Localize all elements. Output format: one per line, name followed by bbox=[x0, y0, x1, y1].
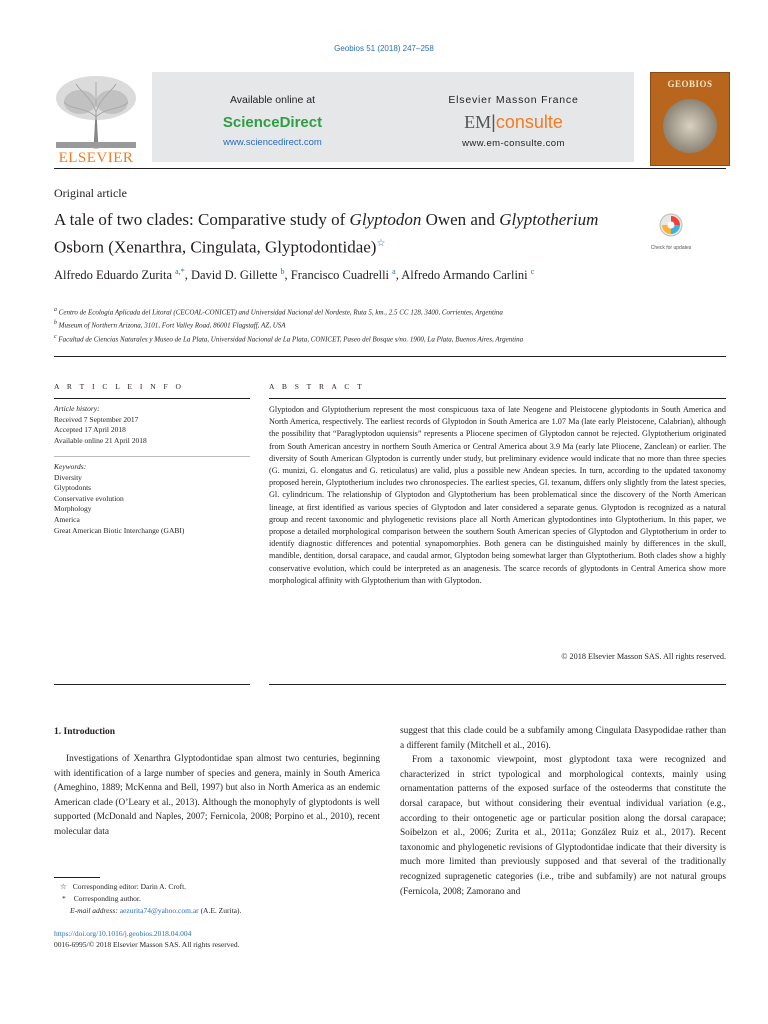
title-genus-glyptodon: Glyptodon bbox=[349, 210, 422, 229]
introduction-heading: 1. Introduction bbox=[54, 727, 116, 737]
issn-line: 0016-6995/© 2018 Elsevier Masson SAS. All rights reserved. bbox=[54, 940, 240, 949]
affiliations bbox=[54, 305, 726, 345]
keyword-item: Morphology bbox=[54, 504, 92, 514]
affiliation-a: $^a$ Centro de Ecología Aplicada del Litoral (CECOAL-CONICET) and Universidad Nacional del Nordeste, Ruta 5, km., 2.5 CC 128, 3400, Corrientes, Argentina bbox=[54, 307, 503, 317]
title-footnote-star[interactable]: ☆ bbox=[376, 238, 386, 249]
available-online-label: Available online at bbox=[229, 94, 316, 106]
article-type: Original article bbox=[54, 186, 127, 200]
keyword-item: Diversity bbox=[54, 472, 82, 482]
publisher-label: Elsevier Masson France bbox=[448, 94, 579, 106]
article-history bbox=[54, 404, 250, 446]
email-link[interactable]: aezurita74@yahoo.com.ar bbox=[119, 905, 199, 915]
footnote-email: E-mail address: aezurita74@yahoo.com.ar (A.E. Zurita). bbox=[70, 905, 242, 915]
cover-fossil-image bbox=[663, 99, 717, 153]
availability-banner bbox=[152, 72, 634, 162]
accepted-date: Accepted 17 April 2018 bbox=[54, 425, 126, 434]
header-rule bbox=[54, 168, 726, 169]
consulte-part: consulte bbox=[495, 112, 563, 132]
cover-title: GEOBIOS bbox=[667, 79, 713, 89]
author-2: David D. Gillette $^b$ bbox=[190, 267, 285, 283]
author-1: Alfredo Eduardo Zurita $^{a,*}$ bbox=[54, 267, 185, 283]
keyword-item: Glyptodonts bbox=[54, 483, 92, 493]
elsevier-wordmark: ELSEVIER bbox=[58, 150, 134, 166]
title-part: Owen and bbox=[421, 210, 500, 229]
keywords-label: Keywords: bbox=[54, 462, 87, 471]
keyword-item: America bbox=[54, 514, 80, 524]
affiliation-b: $^b$ Museum of Northern Arizona, 3101, Fort Valley Road, 86001 Flagstaff, AZ, USA bbox=[54, 320, 286, 330]
author-list: Alfredo Eduardo Zurita $^{a,*}$, David D. Gillette $^b$, Francisco Cuadrelli $^a$, Alfredo Armando Carlini $^c$ bbox=[54, 267, 535, 283]
divider bbox=[54, 456, 250, 457]
abstract-text: Glyptodon and Glyptotherium represent the most conspicuous taxa of late Neogene and Pleistocene glyptodonts in South America and North America, respectively. The earliest records of Glyptodon in South America are 1.07 Ma (late early Pleistocene, Calabrian), although the possibility that “Paraglyptodon uquiensis” represents a Pliocene specimen of Glyptodon cannot be rejected. Glyptotherium originated from South American ancestry in northern South America or Central America about 3.9 Ma (early late Pliocene, Zanclean) or earlier. The diversity of South American Glyptodon is currently under study, but preliminary evidence would indicate that no more than three species (G. munizi, G. elongatus and G. reticulatus) are valid, plus a possible new Andean species. In turn, according to the updated taxonomy proposed herein, Glyptotherium includes two chronospecies. The earliest species, Gl. texanum, differs only slightly from the latest species, Gl. cylindricum. The relationship of Glyptodon and Glyptotherium has been problematical since the discovery of the North American lineage, at first identified as various species of Glyptodon and later considered a separate genus. Glyptodon is recognized as a natural group and recent taxonomic and phylogenetic revisions place all North American glyptodontines into Glyptotherium. In this paper, we propose a detailed morphological comparison between the southern South American species of Glyptodon and Glyptotherium in order to identify diagnostic differences and potential synapomorphies. Both genera can be distinguished mainly by differences in the skull, mandible, dentition, dorsal carapace, and caudal armor, Glyptodon being somewhat larger than Glyptotherium. Both clades show a highly conservative evolution, which could be interpreted as an anagenesis. The scarce records of glyptodonts in Central America show more morphological affinity with Glyptotherium than with Glyptodon. bbox=[269, 405, 726, 585]
title-part: A tale of two clades: Comparative study of bbox=[54, 210, 350, 229]
body-column-left bbox=[54, 752, 380, 840]
title-part: Osborn (Xenarthra, Cingulata, Glyptodontidae) bbox=[54, 237, 377, 257]
emconsulte-logo: EM|consulte bbox=[464, 112, 563, 132]
crossmark-badge[interactable] bbox=[650, 212, 692, 252]
title-genus-glyptotherium: Glyptotherium bbox=[499, 210, 599, 229]
divider bbox=[269, 684, 726, 685]
footnote-editor: ☆ Corresponding editor: Darin A. Croft. bbox=[60, 882, 187, 891]
footnotes bbox=[54, 881, 380, 916]
affiliation-c: $^c$ Facultad de Ciencias Naturales y Museo de La Plata, Universidad Nacional de La Plata, CONICET, Paseo del Bosque s/no. 1900, La Plata, Buenos Aires, Argentina bbox=[54, 333, 524, 343]
online-date: Available online 21 April 2018 bbox=[54, 435, 147, 445]
doi-link[interactable]: https://doi.org/10.1016/j.geobios.2018.04.004 bbox=[54, 929, 192, 938]
emconsulte-url[interactable]: www.em-consulte.com bbox=[462, 138, 565, 149]
section-rule bbox=[54, 356, 726, 357]
em-part: EM bbox=[464, 112, 492, 132]
author-4: Alfredo Armando Carlini $^c$ bbox=[401, 267, 535, 283]
keyword-item: Conservative evolution bbox=[54, 493, 124, 503]
sciencedirect-logo: ScienceDirect bbox=[222, 114, 323, 131]
divider bbox=[54, 684, 250, 685]
article-info-heading: A R T I C L E I N F O bbox=[54, 382, 184, 391]
keyword-item: Great American Biotic Interchange (GABI) bbox=[54, 525, 185, 535]
abstract-copyright: © 2018 Elsevier Masson SAS. All rights reserved. bbox=[561, 652, 726, 661]
author-3: Francisco Cuadrelli $^a$ bbox=[290, 267, 396, 283]
keywords-list bbox=[54, 462, 250, 536]
intro-paragraph: Investigations of Xenarthra Glyptodontidae span almost two centuries, beginning with identification of a large number of species and genera, mainly in South America (Ameghino, 1889; McKenna and Bell, 1997) but also in North America as an endemic American clade (O’Leary et al., 2013). Although the monophyly of glyptodonts is well supported (McDonald and Naples, 2007; Fernicola, 2008; Porpino et al., 2010), recent molecular data bbox=[54, 754, 380, 837]
footnote-corresponding: * Corresponding author. bbox=[62, 893, 141, 903]
crossmark-icon bbox=[650, 212, 692, 240]
intro-paragraph: From a taxonomic viewpoint, most glyptodont taxa were recognized and characterized in strict typological and morphological contexts, mainly using ornamentation patterns of the exposed surface of the osteoderms that constitute the dorsal carapace, but without considering their eventual individual variation (e.g., according to their ontogenetic age or particular position along the dorsal carapace; Soibelzon et al., 2006; Zurita et al., 2011a; González Ruiz et al., 2017). Recent taxonomic and phylogenetic revisions of Glyptodontidae indicate that their diversity is much more limited than previously supposed and that several of the traditionally recognized supragenetic categories (i.e., tribe and subfamily) are not natural groups (Fernicola, 2008; Zamorano and bbox=[400, 755, 726, 897]
divider bbox=[54, 398, 250, 399]
footnote-rule bbox=[54, 877, 100, 878]
article-title bbox=[54, 208, 614, 260]
abstract-heading: A B S T R A C T bbox=[269, 382, 365, 391]
crossmark-label: Check for updates bbox=[650, 245, 692, 251]
divider bbox=[269, 398, 726, 399]
sciencedirect-url[interactable]: www.sciencedirect.com bbox=[223, 137, 322, 148]
body-column-right bbox=[400, 724, 726, 899]
journal-cover-thumbnail[interactable] bbox=[650, 72, 730, 166]
journal-reference-link[interactable]: Geobios 51 (2018) 247–258 bbox=[334, 44, 434, 53]
received-date: Received 7 September 2017 bbox=[54, 414, 139, 424]
history-label: Article history: bbox=[54, 404, 100, 413]
intro-paragraph: suggest that this clade could be a subfamily among Cingulata Dasypodidae rather than a different family (Mitchell et al., 2016). bbox=[400, 726, 726, 751]
